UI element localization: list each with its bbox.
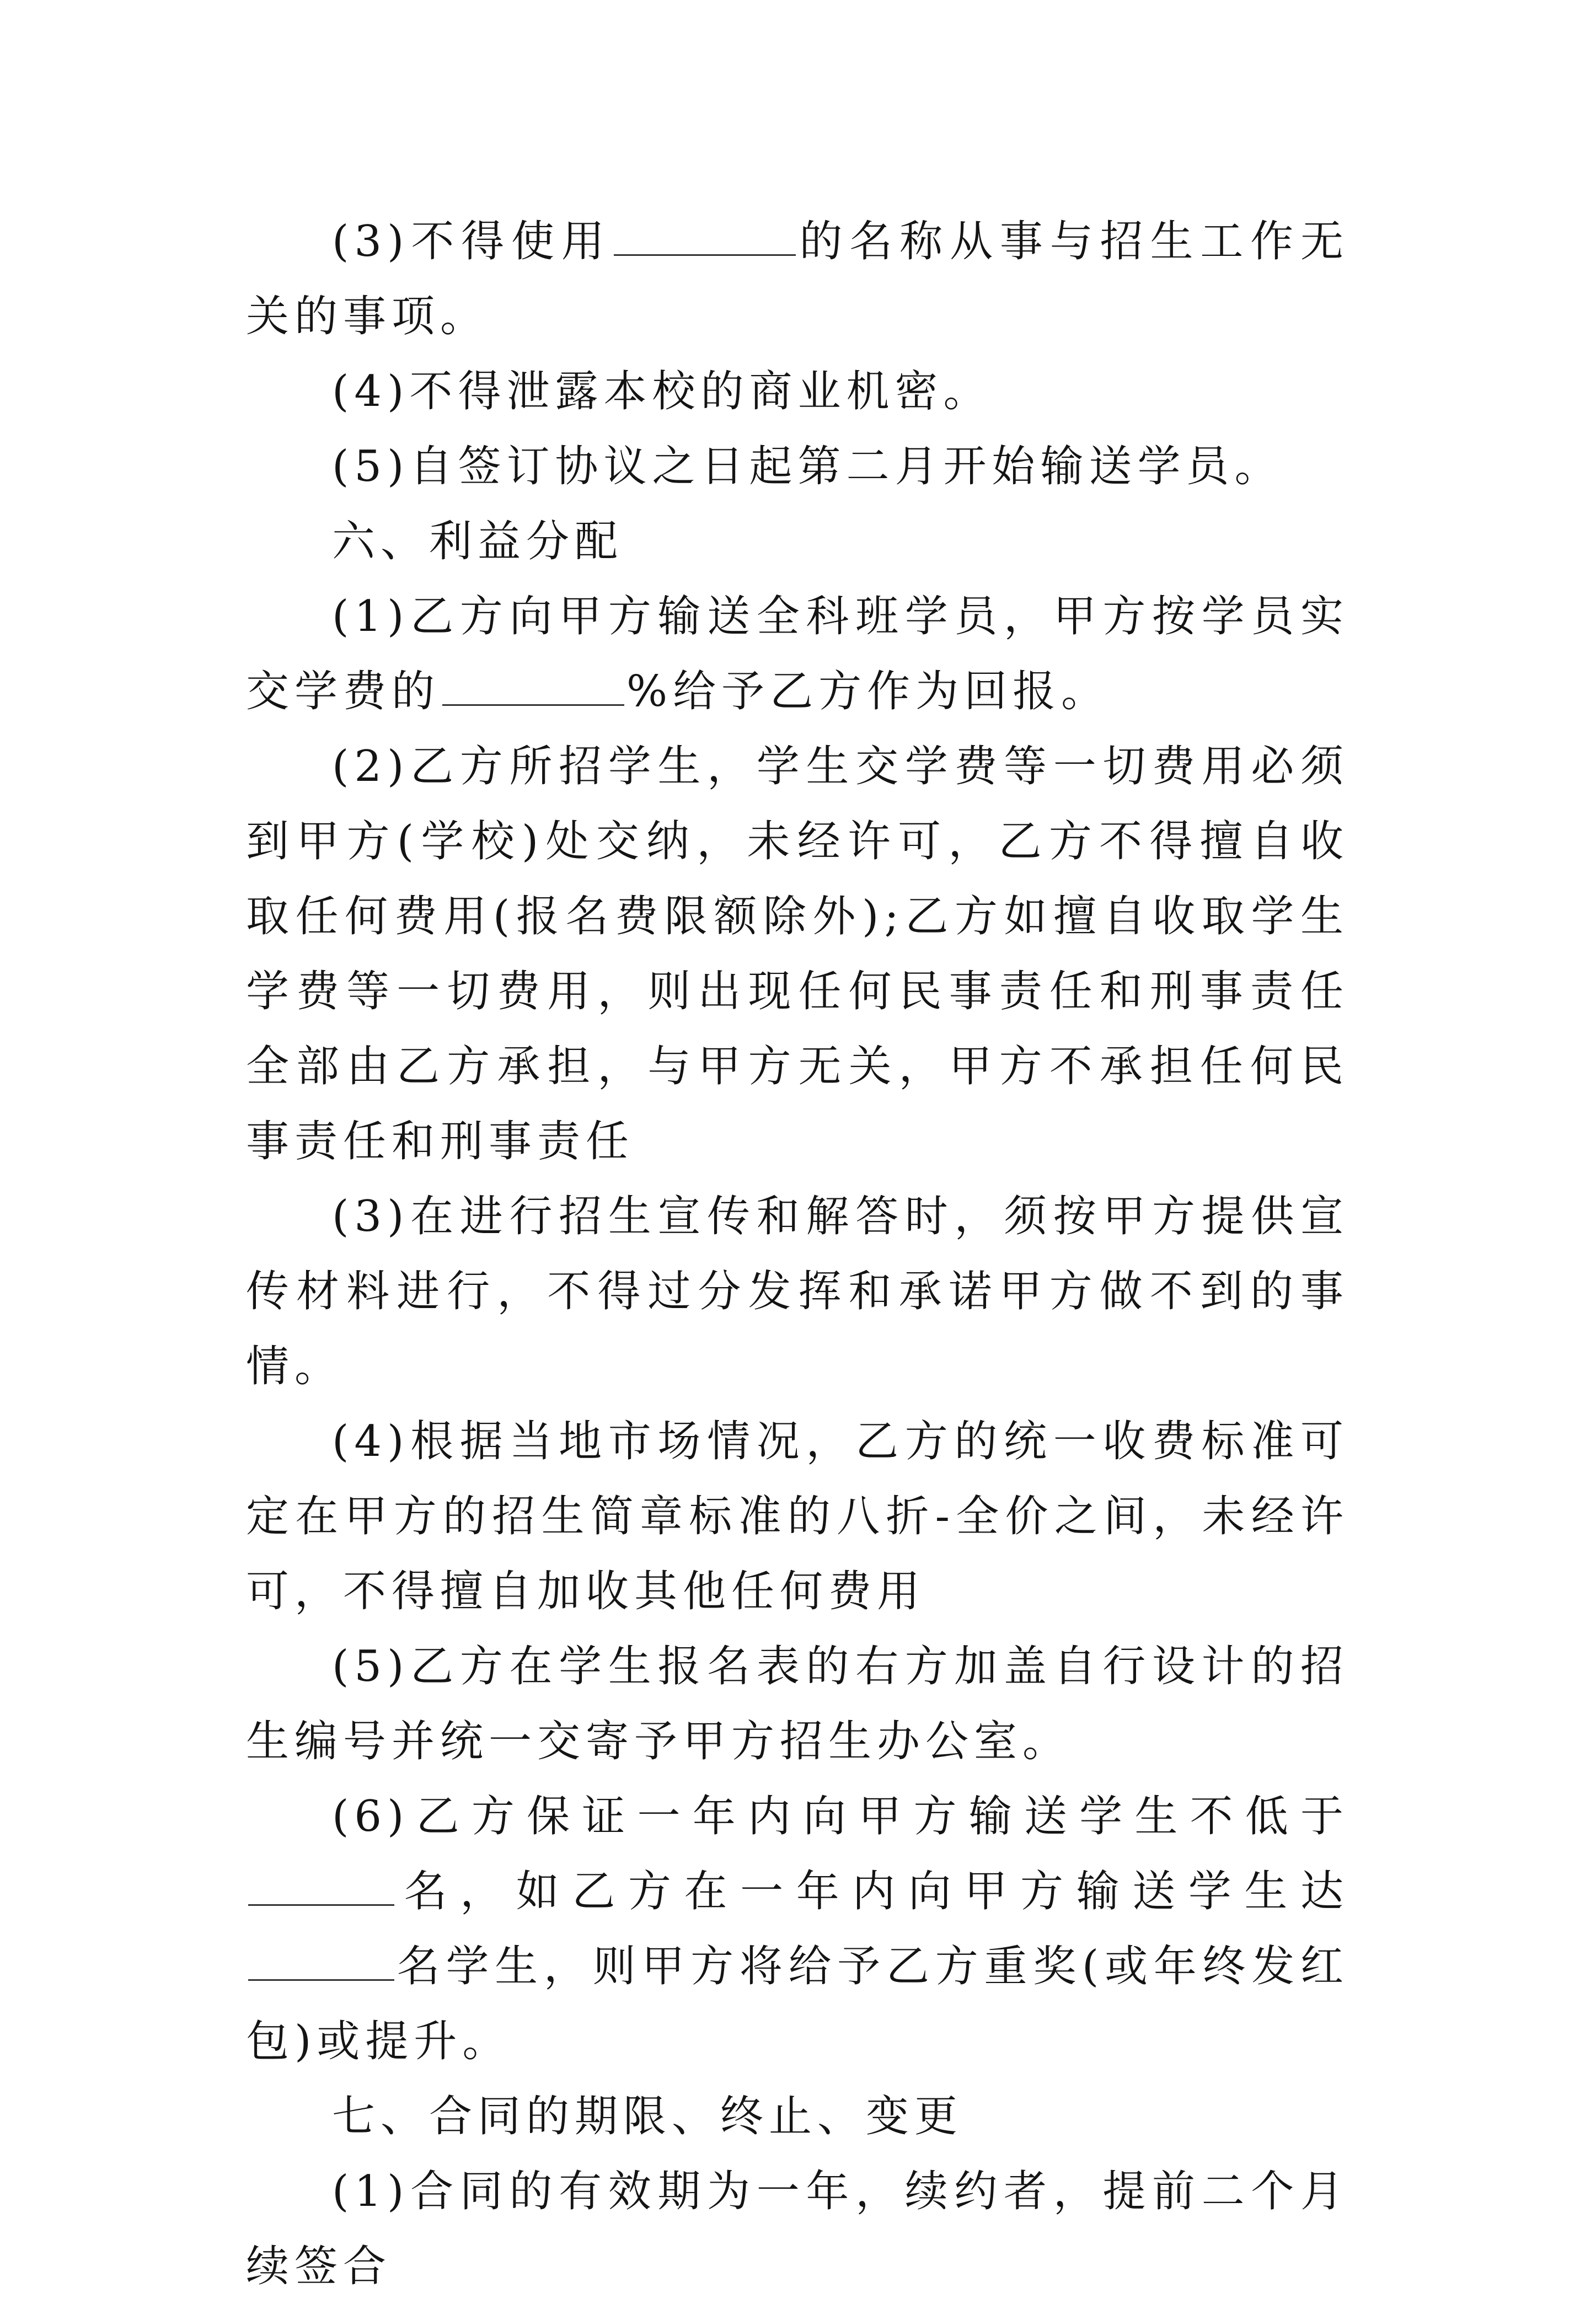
clause-text: %给予乙方作为回报。 <box>626 667 1110 716</box>
clause-text: (1)乙方向甲方输送全科班学员，甲方按学员实交学费的 <box>246 592 1349 716</box>
blank-field-name <box>614 217 796 256</box>
clause-4-confidentiality: (4)不得泄露本校的商业机密。 <box>332 367 992 416</box>
clause-4-fee-standard: (4)根据当地市场情况，乙方的统一收费标准可定在甲方的招生简章标准的八折-全价之间，未经许可，不得擅自加收其他任何费用 <box>246 1417 1349 1616</box>
clause-2-fee-collection: (2)乙方所招学生，学生交学费等一切费用必须到甲方(学校)处交纳，未经许可，乙方不得擅自收取任何费用(报名费限额除外);乙方如擅自收取学生学费等一切费用，则出现任何民事责任和刑事责任全部由乙方承担，与甲方无关，甲方不承担任何民事责任和刑事责任 <box>246 742 1349 1166</box>
document-body <box>246 204 1349 2304</box>
clause-text: 名学生，则甲方将给予乙方重奖(或年终发红包)或提升。 <box>246 1942 1349 2066</box>
clause-3-promotion: (3)在进行招生宣传和解答时，须按甲方提供宣传材料进行，不得过分发挥和承诺甲方做不到的事情。 <box>246 1192 1349 1391</box>
clause-text: 的名称从事与招生工作无关的事项。 <box>246 217 1349 341</box>
clause-text: 名，如乙方在一年内向甲方输送学生达 <box>397 1867 1349 1916</box>
blank-field-percent <box>442 667 624 706</box>
clause-5-start-delivery: (5)自签订协议之日起第二月开始输送学员。 <box>332 442 1283 491</box>
clause-text: (6)乙方保证一年内向甲方输送学生不低于 <box>332 1792 1349 1841</box>
clause-5-registration-form: (5)乙方在学生报名表的右方加盖自行设计的招生编号并统一交寄予甲方招生办公室。 <box>246 1642 1349 1766</box>
clause-1-commission <box>246 579 1349 729</box>
section-heading-contract-term: 七、合同的期限、终止、变更 <box>332 2092 963 2141</box>
blank-field-reward-students <box>248 1942 394 1981</box>
section-heading-profit-distribution: 六、利益分配 <box>332 517 624 566</box>
blank-field-min-students <box>248 1867 394 1906</box>
clause-6-quota <box>246 1779 1349 2079</box>
clause-3-no-name-use <box>246 204 1349 354</box>
clause-1-validity: (1)合同的有效期为一年，续约者，提前二个月续签合 <box>246 2167 1349 2291</box>
clause-text: (3)不得使用 <box>332 217 612 266</box>
